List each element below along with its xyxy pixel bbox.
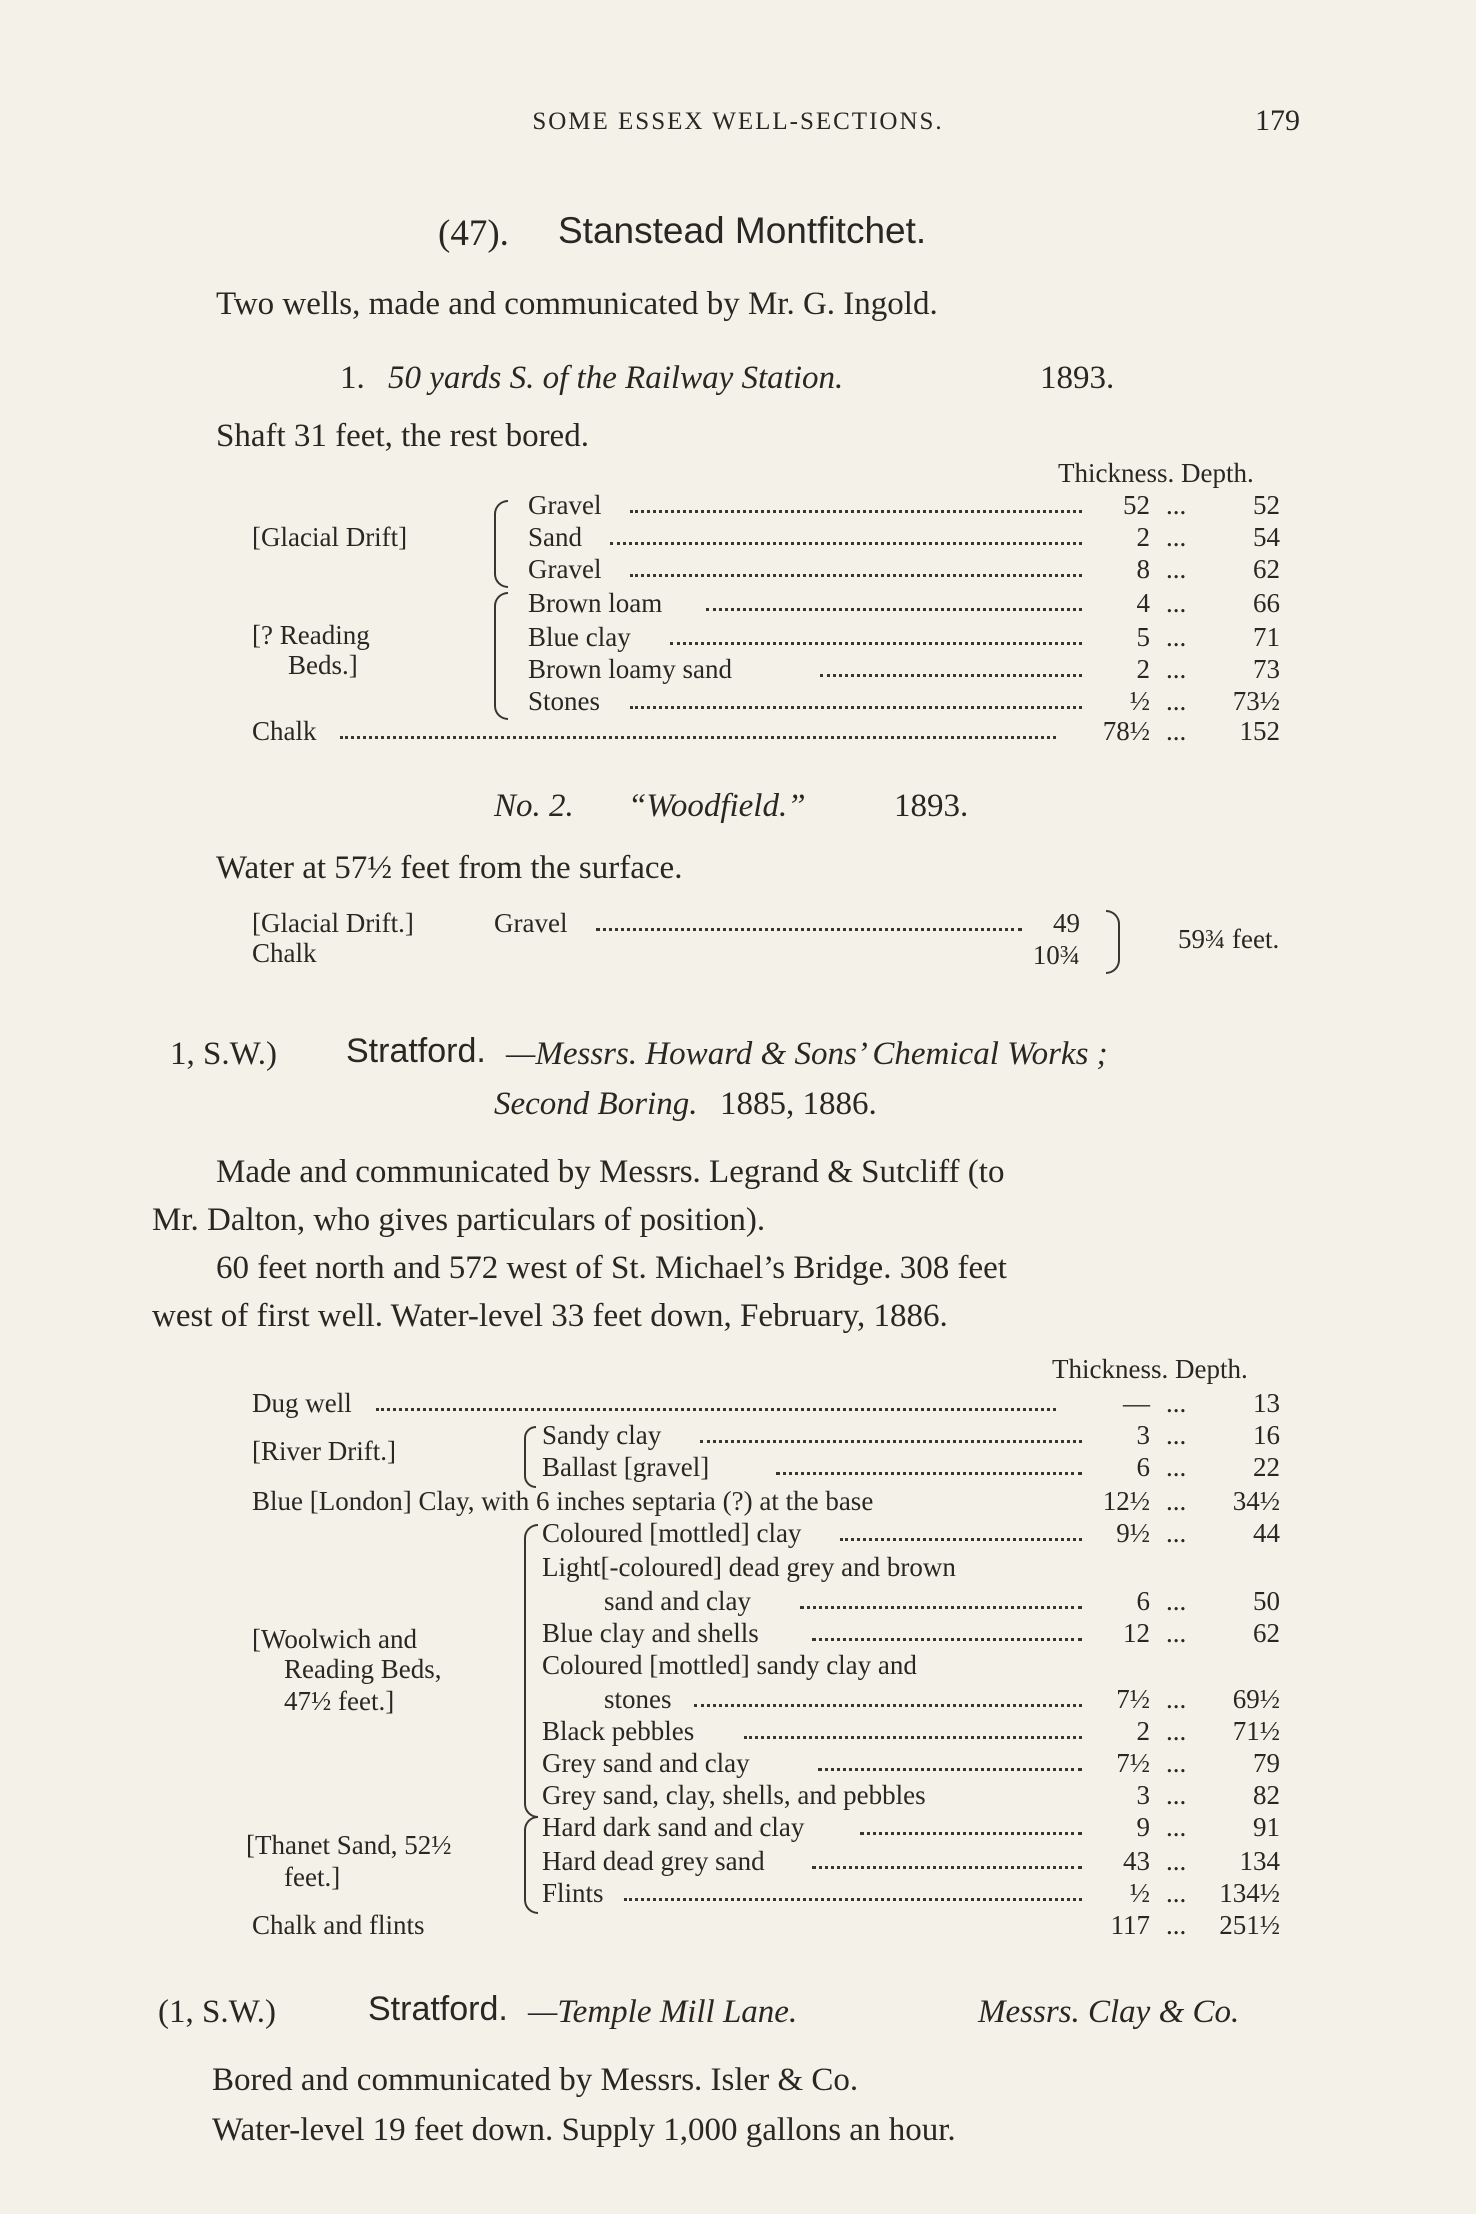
stratum-name: Chalk (252, 716, 317, 746)
separator: ... (1166, 1780, 1187, 1810)
separator: ... (1166, 1452, 1187, 1482)
depth: 71 (1253, 622, 1280, 652)
stratford1-place: Stratford. (346, 1032, 486, 1070)
group-woolwich-3: 47½ feet.] (284, 1686, 395, 1716)
stratford1-para2a: 60 feet north and 572 west of St. Michael’s Bridge. 308 feet (216, 1250, 1007, 1286)
stratum-name: Black pebbles (542, 1716, 695, 1746)
section-number: (47). (438, 213, 509, 254)
stratum-name: Hard dark sand and clay (542, 1812, 805, 1842)
thickness: 78½ (1102, 716, 1150, 746)
stratford1-para1a: Made and communicated by Messrs. Legrand & Sutcliff (to (216, 1154, 1005, 1190)
stratum-name: Grey sand, clay, shells, and pebbles (542, 1780, 926, 1810)
stratford2-owner: Messrs. Clay & Co. (978, 1994, 1240, 2030)
well1-location: 50 yards S. of the Railway Station. (388, 360, 844, 396)
depth: 73½ (1232, 686, 1280, 716)
well2-water: Water at 57½ feet from the surface. (216, 850, 683, 886)
thickness: 2 (1136, 522, 1150, 552)
separator: ... (1166, 490, 1187, 520)
stratford2-ref: (1, S.W.) (158, 1994, 276, 2030)
brace (494, 592, 508, 720)
depth: 73 (1253, 654, 1280, 684)
thickness: 43 (1123, 1846, 1150, 1876)
separator: ... (1166, 1812, 1187, 1842)
leader-dots (670, 640, 1082, 645)
stratum-name: Dug well (252, 1388, 352, 1418)
stratford2-place: Stratford. (368, 1990, 508, 2028)
stratford1-detail: —Messrs. Howard & Sons’ Chemical Works ; (506, 1036, 1108, 1072)
group-woolwich-2: Reading Beds, (284, 1654, 442, 1684)
stratford2-para2: Water-level 19 feet down. Supply 1,000 gallons an hour. (212, 2112, 956, 2148)
leader-dots (376, 1406, 1056, 1411)
depth: 152 (1239, 716, 1280, 746)
separator: ... (1166, 522, 1187, 552)
thickness: 12 (1123, 1618, 1150, 1648)
depth: 22 (1253, 1452, 1280, 1482)
leader-dots (610, 540, 1082, 545)
depth: 13 (1253, 1388, 1280, 1418)
thickness: 9 (1136, 1812, 1150, 1842)
thickness: 6 (1136, 1586, 1150, 1616)
separator: ... (1166, 716, 1187, 746)
well2-year: 1893. (894, 788, 969, 824)
stratum-name: Sandy clay (542, 1420, 662, 1450)
page-number: 179 (1255, 104, 1300, 137)
leader-dots (700, 1438, 1082, 1443)
separator: ... (1166, 1910, 1187, 1940)
thickness: 6 (1136, 1452, 1150, 1482)
leader-dots (624, 1896, 1082, 1901)
stratum-name: Chalk and flints (252, 1910, 425, 1940)
thickness: 7½ (1116, 1748, 1150, 1778)
depth: 50 (1253, 1586, 1280, 1616)
w2-stratum-gravel: Gravel (494, 908, 568, 938)
w2-group-glacial: [Glacial Drift.] (252, 908, 414, 938)
leader-dots (596, 926, 1022, 931)
separator: ... (1166, 686, 1187, 716)
leader-dots (776, 1470, 1082, 1475)
leader-dots (630, 704, 1082, 709)
group-woolwich-1: [Woolwich and (252, 1624, 418, 1654)
group-reading-1: [? Reading (252, 620, 370, 650)
separator: ... (1166, 1486, 1187, 1516)
thickness: 5 (1136, 622, 1150, 652)
separator: ... (1166, 654, 1187, 684)
leader-dots (818, 1766, 1082, 1771)
thickness: 7½ (1116, 1684, 1150, 1714)
shaft-note: Shaft 31 feet, the rest bored. (216, 418, 589, 454)
stratford1-ref: 1, S.W.) (170, 1036, 277, 1072)
stratum-name: sand and clay (604, 1586, 751, 1616)
separator: ... (1166, 1618, 1187, 1648)
depth: 44 (1253, 1518, 1280, 1548)
depth: 54 (1253, 522, 1280, 552)
stratford2-para1: Bored and communicated by Messrs. Isler & Co. (212, 2062, 859, 2098)
stratum-name: Blue [London] Clay, with 6 inches septaria (?) at the base (252, 1486, 874, 1516)
well1-number: 1. (340, 360, 365, 396)
leader-dots (630, 572, 1082, 577)
depth: 91 (1253, 1812, 1280, 1842)
stratford1-para1b: Mr. Dalton, who gives particulars of position). (152, 1202, 766, 1238)
separator: ... (1166, 1518, 1187, 1548)
stratum-name: Hard dead grey sand (542, 1846, 765, 1876)
stratum-name: Coloured [mottled] sandy clay and (542, 1650, 917, 1680)
leader-dots (630, 508, 1082, 513)
depth: 71½ (1232, 1716, 1280, 1746)
leader-dots (812, 1636, 1082, 1641)
brace (524, 1816, 538, 1914)
separator: ... (1166, 1684, 1187, 1714)
stratford1-para2b: west of first well. Water-level 33 feet down, February, 1886. (152, 1298, 948, 1334)
stratum-name: Grey sand and clay (542, 1748, 750, 1778)
thickness: 2 (1136, 654, 1150, 684)
stratum-name: Brown loamy sand (528, 654, 732, 684)
thickness: — (1123, 1388, 1150, 1418)
column-headings: Thickness. Depth. (1052, 1354, 1248, 1384)
leader-dots (860, 1830, 1082, 1835)
depth: 34½ (1232, 1486, 1280, 1516)
brace (524, 1426, 536, 1488)
depth: 79 (1253, 1748, 1280, 1778)
section-place: Stanstead Montfitchet. (558, 210, 927, 251)
separator: ... (1166, 1420, 1187, 1450)
w2-thickness: 10¾ (1032, 940, 1080, 970)
stratum-name: Gravel (528, 554, 602, 584)
separator: ... (1166, 1388, 1187, 1418)
leader-dots (840, 1536, 1082, 1541)
thickness: 9½ (1116, 1518, 1150, 1548)
stratum-name: Blue clay and shells (542, 1618, 759, 1648)
brace (1106, 910, 1120, 974)
group-reading-2: Beds.] (288, 650, 358, 680)
leader-dots (820, 672, 1082, 677)
leader-dots (812, 1864, 1082, 1869)
stratum-name: Gravel (528, 490, 602, 520)
separator: ... (1166, 588, 1187, 618)
thickness: 2 (1136, 1716, 1150, 1746)
separator: ... (1166, 1716, 1187, 1746)
leader-dots (744, 1734, 1082, 1739)
stratum-name: Blue clay (528, 622, 631, 652)
stratum-name: Ballast [gravel] (542, 1452, 710, 1482)
stratum-name: Sand (528, 522, 582, 552)
leader-dots (694, 1702, 1082, 1707)
leader-dots (800, 1604, 1082, 1609)
stratum-name: Coloured [mottled] clay (542, 1518, 802, 1548)
group-glacial-drift: [Glacial Drift] (252, 522, 408, 552)
thickness: 4 (1136, 588, 1150, 618)
depth: 134 (1239, 1846, 1280, 1876)
well2-number: No. 2. (494, 788, 574, 824)
depth: 16 (1253, 1420, 1280, 1450)
thickness: 3 (1136, 1420, 1150, 1450)
stratum-name: Light[-coloured] dead grey and brown (542, 1552, 956, 1582)
well1-year: 1893. (1040, 360, 1115, 396)
depth: 82 (1253, 1780, 1280, 1810)
depth: 134½ (1219, 1878, 1280, 1908)
separator: ... (1166, 554, 1187, 584)
stratford1-years: 1885, 1886. (720, 1086, 877, 1122)
depth: 52 (1253, 490, 1280, 520)
thickness: 8 (1136, 554, 1150, 584)
depth: 62 (1253, 554, 1280, 584)
thickness: ½ (1129, 1878, 1150, 1908)
running-title: SOME ESSEX WELL-SECTIONS. (532, 108, 944, 135)
separator: ... (1166, 1586, 1187, 1616)
w2-group-chalk: Chalk (252, 938, 317, 968)
separator: ... (1166, 1748, 1187, 1778)
w2-thickness: 49 (1053, 908, 1080, 938)
stratum-name: Brown loam (528, 588, 663, 618)
thickness: 12½ (1102, 1486, 1150, 1516)
stratum-name: stones (604, 1684, 672, 1714)
depth: 62 (1253, 1618, 1280, 1648)
stratum-name: Stones (528, 686, 601, 716)
leader-dots (340, 734, 1056, 739)
thickness: 117 (1110, 1910, 1150, 1940)
leader-dots (706, 606, 1082, 611)
separator: ... (1166, 622, 1187, 652)
separator: ... (1166, 1846, 1187, 1876)
section-intro: Two wells, made and communicated by Mr. G. Ingold. (216, 286, 938, 322)
group-thanet-2: feet.] (284, 1862, 341, 1892)
stratum-name: Flints (542, 1878, 604, 1908)
group-river-drift: [River Drift.] (252, 1436, 396, 1466)
w2-total: 59¾ feet. (1178, 924, 1280, 954)
depth: 66 (1253, 588, 1280, 618)
thickness: 52 (1123, 490, 1150, 520)
depth: 251½ (1219, 1910, 1280, 1940)
group-thanet-1: [Thanet Sand, 52½ (246, 1830, 452, 1860)
stratford2-detail: —Temple Mill Lane. (528, 1994, 798, 2030)
well2-name: “Woodfield.” (628, 788, 806, 824)
brace (524, 1524, 538, 1818)
stratford1-boring: Second Boring. (494, 1086, 698, 1122)
thickness: ½ (1129, 686, 1150, 716)
brace (494, 500, 508, 588)
thickness: 3 (1136, 1780, 1150, 1810)
separator: ... (1166, 1878, 1187, 1908)
depth: 69½ (1232, 1684, 1280, 1714)
column-headings: Thickness. Depth. (1058, 458, 1254, 488)
